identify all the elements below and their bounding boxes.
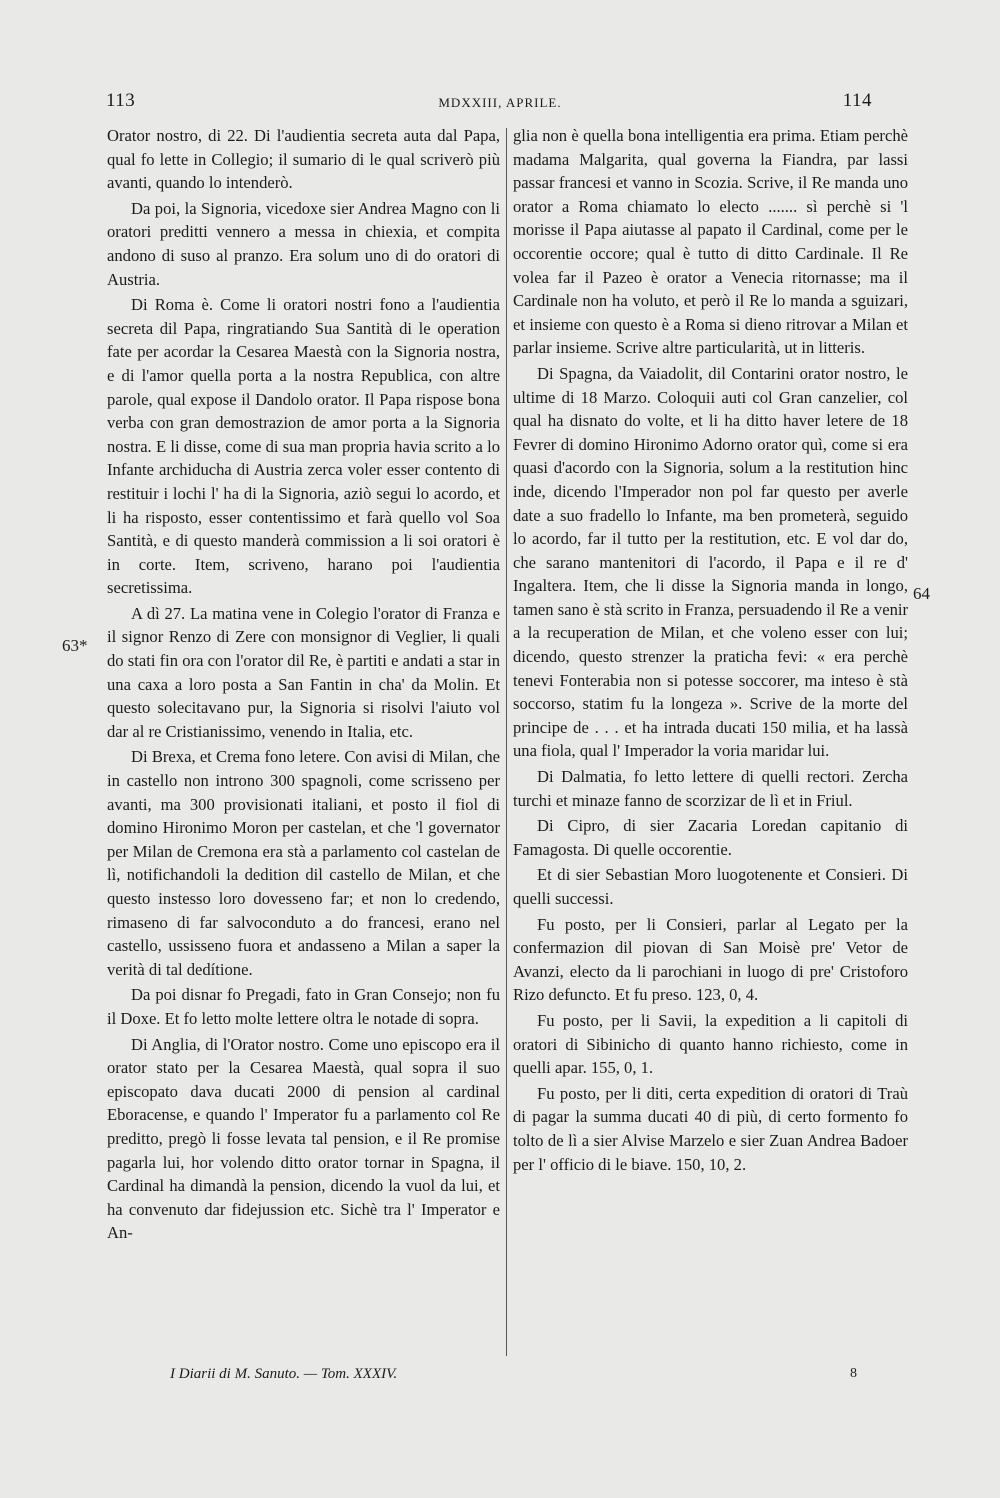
column-divider	[506, 128, 507, 1356]
margin-number-left: 63*	[62, 636, 88, 655]
paragraph: Fu posto, per li diti, certa expedition di oratori di Traù di pagar la summa ducati 40 di più, di certo formento fo tolto de lì a sier Alvise Marzelo e sier Zuan Andrea Badoer per l' officio di le biave. 150, 10, 2.	[513, 1083, 908, 1174]
paragraph: Et di sier Sebastian Moro luogotenente et Consieri. Di quelli successi.	[513, 865, 908, 908]
paragraph: Fu posto, per li Consieri, parlar al Legato per la confermazion dil piovan di San Moisè pre' Vetor de Avanzi, electo da li parochiani in luogo di pre' Cristoforo Rizo defuncto. Et fu preso. 123, 0, 4.	[513, 914, 908, 1005]
paragraph: glia non è quella bona intelligentia era prima. Etiam perchè madama Malgarita, qual governa la Fiandra, par lassi passar francesi et vanno in Scozia. Scrive, il Re manda uno orator a Roma chiamato lo electo ....... sì perchè si 'l morisse il Papa aiutasse al papato il Cardinal, come per le occorentie occore; qual è tutto di ditto Cardinale. Il Re volea far il Pazeo è orator a Venecia ritornasse; ma il Cardinale non ha voluto, et però il Re lo manda a sguizari, et insieme con questo è a Roma si dieno ritrovar a Milan et parlar insieme. Scrive altre particularità, ut in litteris.	[513, 126, 908, 358]
paragraph: A dì 27. La matina vene in Colegio l'orator di Franza e il signor Renzo di Zere con monsignor di Veglier, li quali do stati fin ora con l'orator dil Re, è partiti e andati a star in una caxa a loro posta a San Fantin in cha' da Molin. Et questo solecitavano pur, la Signoria si risolvi l'aiuto vol dar al re Cristianissimo, venendo in Italia, etc.	[107, 603, 500, 741]
footer-title: I Diarii di M. Sanuto. — Tom. XXXIV.	[170, 1366, 398, 1382]
paragraph: Fu posto, per li Savii, la expedition a li capitoli di oratori di Sibinicho di quanto hanno richiesto, come in quelli apar. 155, 0, 1.	[513, 1010, 908, 1078]
right-column	[513, 124, 908, 1178]
paragraph: Di Dalmatia, fo letto lettere di quelli rectori. Zercha turchi et minaze fanno de scorzizar de lì et in Friul.	[513, 767, 908, 810]
paragraph: Da poi disnar fo Pregadi, fato in Gran Consejo; non fu il Doxe. Et fo letto molte lettere oltra le notade di sopra.	[107, 985, 500, 1028]
running-header: MDXXIII, APRILE.	[438, 95, 562, 110]
paragraph: Di Roma è. Come li oratori nostri fono a l'audientia secreta dil Papa, ringratiando Sua Santità di le operation fate per acordar la Cesarea Maestà con la Signoria nostra, e di l'amor quella porta a la nostra Republica, con altre parole, qual expose il Dandolo orator. Il Papa rispose bona verba con gran demostrazion de amor porta a la Signoria nostra. E li disse, come di sua man propria havia scrito a lo Infante archiducha di Austria zerca voler esser contento di restituir i lochi l' ha di la Signoria, aziò segui lo acordo, et li ha risposto, esser contentissimo et farà quello vol Soa Santità, e di questo manderà commission a li soi oratori è in corte. Item, scriveno, harano poi l'audientia secretissima.	[107, 295, 500, 598]
page-number-right: 114	[842, 90, 872, 111]
page-number-left: 113	[106, 90, 136, 111]
paragraph: Di Anglia, di l'Orator nostro. Come uno episcopo era il orator stato per la Cesarea Maestà, qual sopra il suo episcopato dava ducati 2000 di pension al cardinal Eboracense, e quando l' Imperator fu a parlamento col Re predittо, pregò li fosse levata tal pension, e il Re promise pagarla lui, hor volendo ditto orator tornar in Spagna, il Cardinal ha dimandà la pension, dicendo la vuol da lui, et ha convenuto dar fidejussion etc. Sichè tra l' Imperator e An-	[107, 1034, 500, 1243]
paragraph: Orator nostro, di 22. Di l'audientia secreta auta dal Papa, qual fo lette in Collegio; il sumario di le qual scriverò più avanti, quando lo intenderò.	[107, 126, 500, 193]
paragraph: Di Cipro, di sier Zacaria Loredan capitanio di Famagosta. Di quelle occorentie.	[513, 816, 908, 859]
paragraph: Di Brexa, et Crema fono letere. Con avisi di Milan, che in castello non introno 300 spagnoli, come scrisseno per avanti, ma 300 provisionati italiani, et posto il fiol di domino Hironimo Moron per castelan, et che 'l governator per Milan de Cremona era stà a parlamento col castelan de lì, notifichandoli la dedition dil castello de Milan, et che questo instesso loro dovesseno far; et non lo credendo, rimaseno di far salvoconduto a do francesi, erano nel castello, ussisseno fuora et andasseno a Milan a saper la verità di tal dedítione.	[107, 747, 500, 979]
margin-number-right: 64	[913, 584, 930, 603]
signature-mark: 8	[850, 1366, 857, 1381]
paragraph: Di Spagna, da Vaiadolit, dil Contarini orator nostro, le ultime di 18 Marzo. Coloquii auti col Gran canzelier, col qual ha disnato do volte, et li ha ditto haver letere de 18 Fevrer di domino Hironimo Adorno orator quì, come si era quasi d'acordo con la Signoria, solum a la restitution hinc inde, dicendo l'Imperador non pol far questo per averle date a suo fradello lo Infante, ma ben prometerà, seguido lo acordo, far il tutto per la restitution, etc. E vol dar do, che sarano mantenitori di l'acordo, il Papa e il re d' Ingaltera. Item, che li disse la Signoria manda in longo, tamen sano è stà scrito in Franza, persuadendo il Re a venir a la recuperation de Milan, et che voleno esser con lui; dicendo, questo strenzer la praticha fevi: « era perchè tenevi Fonterabia non si potesse soccorer, ma inteso è stà soccorso, statim fu la longeza ». Scrive de la morte del principe de . . . et ha intrada ducati 150 milia, et ha lassà una fiola, qual l' Imperador la voria maridar lui.	[513, 363, 908, 761]
left-column	[107, 124, 500, 1247]
paragraph: Da poi, la Signoria, vicedoxe sier Andrea Magno con li oratori preditti vennero a messa in chiexia, et compita andono di suso al pranzo. Era solum uno di do oratori di Austria.	[107, 198, 500, 289]
